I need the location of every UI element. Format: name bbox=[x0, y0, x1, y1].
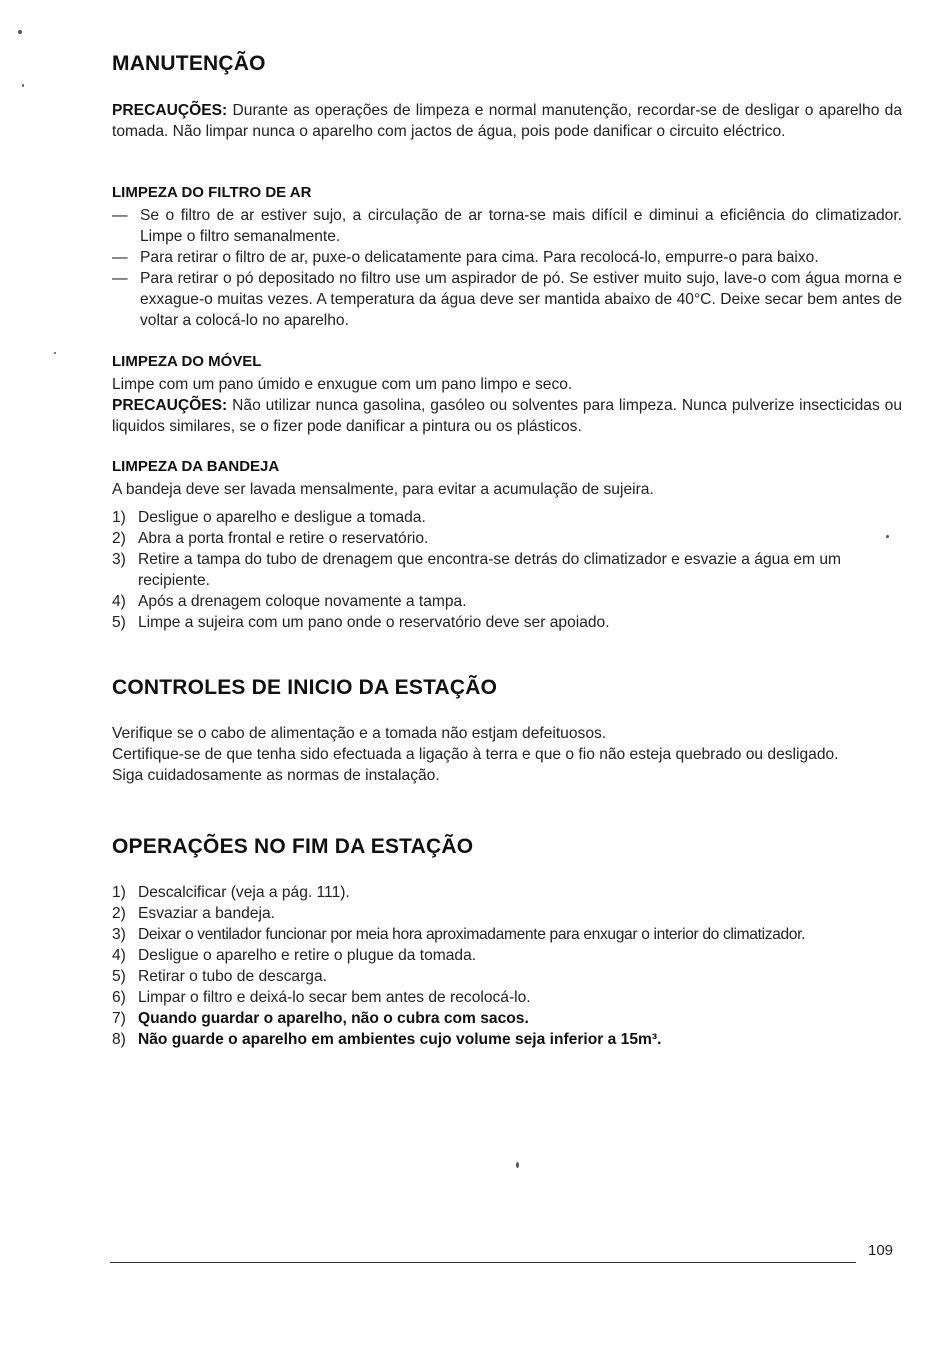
step-text: Abra a porta frontal e retire o reservatório. bbox=[138, 530, 429, 547]
step-number: 7) bbox=[112, 1010, 126, 1027]
list-item bbox=[112, 507, 902, 528]
precaucoes-paragraph bbox=[112, 100, 902, 142]
movel-precaucoes-paragraph bbox=[112, 395, 902, 437]
list-item bbox=[112, 882, 902, 903]
step-number: 2) bbox=[112, 530, 126, 547]
step-number: 4) bbox=[112, 593, 126, 610]
scan-speck bbox=[54, 352, 56, 354]
dash-marker: — bbox=[112, 249, 128, 266]
step-number: 4) bbox=[112, 947, 126, 964]
list-item bbox=[112, 903, 902, 924]
step-text: Limpe a sujeira com um pano onde o reservatório deve ser apoiado. bbox=[138, 614, 610, 631]
section-title-manutencao: MANUTENÇÃO bbox=[112, 52, 266, 75]
list-item bbox=[112, 591, 902, 612]
list-item-text: Para retirar o filtro de ar, puxe-o delicatamente para cima. Para recolocá-lo, empurre-o para baixo. bbox=[140, 249, 819, 266]
step-text: Retirar o tubo de descarga. bbox=[138, 968, 327, 985]
step-number: 3) bbox=[112, 551, 126, 568]
step-number: 1) bbox=[112, 509, 126, 526]
step-text: Deixar o ventilador funcionar por meia hora aproximadamente para enxugar o interior do climatizador. bbox=[138, 926, 806, 943]
step-text: Após a drenagem coloque novamente a tampa. bbox=[138, 593, 467, 610]
controles-paragraph-2: Certifique-se de que tenha sido efectuada a ligação à terra e que o fio não esteja quebrado ou desligado. bbox=[112, 746, 839, 763]
subsection-title-filtro: LIMPEZA DO FILTRO DE AR bbox=[112, 184, 312, 201]
controles-paragraph-1: Verifique se o cabo de alimentação e a tomada não estjam defeituosos. bbox=[112, 725, 607, 742]
step-text: Retire a tampa do tubo de drenagem que encontra-se detrás do climatizador e esvazie a água em um recipiente. bbox=[138, 551, 841, 589]
step-number: 8) bbox=[112, 1031, 126, 1048]
footer-rule bbox=[110, 1262, 856, 1263]
step-text: Quando guardar o aparelho, não o cubra com sacos. bbox=[138, 1010, 529, 1027]
list-item-text: Se o filtro de ar estiver sujo, a circulação de ar torna-se mais difícil e diminui a eficiência do climatizador. Limpe o filtro semanalmente. bbox=[140, 207, 902, 245]
filtro-list bbox=[112, 205, 902, 331]
list-item bbox=[112, 945, 902, 966]
controles-paragraph-3: Siga cuidadosamente as normas de instalação. bbox=[112, 767, 440, 784]
bandeja-steps bbox=[112, 507, 902, 633]
list-item bbox=[112, 549, 902, 591]
step-text: Limpar o filtro e deixá-lo secar bem antes de recolocá-lo. bbox=[138, 989, 531, 1006]
movel-text: Limpe com um pano úmido e enxugue com um pano limpo e seco. bbox=[112, 376, 573, 393]
list-item bbox=[112, 268, 902, 331]
section-title-operacoes: OPERAÇÕES NO FIM DA ESTAÇÃO bbox=[112, 835, 474, 858]
step-number: 5) bbox=[112, 968, 126, 985]
step-text: Desligue o aparelho e desligue a tomada. bbox=[138, 509, 426, 526]
list-item bbox=[112, 612, 902, 633]
step-text: Descalcificar (veja a pág. 111). bbox=[138, 884, 350, 901]
list-item-text: Para retirar o pó depositado no filtro use um aspirador de pó. Se estiver muito sujo, lave-o com água morna e exxague-o muitas vezes. A temperatura da água deve ser mantida abaixo de 40°C. Deixe secar bem antes de voltar a colocá-lo no aparelho. bbox=[140, 270, 902, 329]
step-number: 6) bbox=[112, 989, 126, 1006]
precaucoes-label: PRECAUÇÕES: bbox=[112, 102, 228, 119]
list-item bbox=[112, 1029, 902, 1050]
list-item bbox=[112, 966, 902, 987]
list-item bbox=[112, 247, 902, 268]
page-number: 109 bbox=[868, 1242, 894, 1259]
bandeja-intro: A bandeja deve ser lavada mensalmente, para evitar a acumulação de sujeira. bbox=[112, 481, 654, 498]
scan-speck bbox=[22, 84, 24, 87]
scan-speck bbox=[516, 1162, 519, 1168]
list-item bbox=[112, 528, 902, 549]
list-item bbox=[112, 205, 902, 247]
precaucoes-text: Durante as operações de limpeza e normal manutenção, recordar-se de desligar o aparelho da tomada. Não limpar nunca o aparelho com jactos de água, pois pode danificar o circuito eléctrico. bbox=[112, 102, 902, 140]
step-number: 1) bbox=[112, 884, 126, 901]
list-item bbox=[112, 924, 902, 945]
step-text: Não guarde o aparelho em ambientes cujo volume seja inferior a 15m³. bbox=[138, 1031, 662, 1048]
step-number: 2) bbox=[112, 905, 126, 922]
scan-speck bbox=[18, 30, 22, 34]
subsection-title-movel: LIMPEZA DO MÓVEL bbox=[112, 353, 262, 370]
subsection-title-bandeja: LIMPEZA DA BANDEJA bbox=[112, 458, 280, 475]
step-text: Esvaziar a bandeja. bbox=[138, 905, 275, 922]
section-title-controles: CONTROLES DE INICIO DA ESTAÇÃO bbox=[112, 676, 498, 699]
list-item bbox=[112, 987, 902, 1008]
precaucoes-text: Não utilizar nunca gasolina, gasóleo ou solventes para limpeza. Nunca pulverize insecticidas ou liquidos similares, se o fizer pode danificar a pintura ou os plásticos. bbox=[112, 397, 902, 435]
precaucoes-label: PRECAUÇÕES: bbox=[112, 397, 228, 414]
step-number: 3) bbox=[112, 926, 126, 943]
dash-marker: — bbox=[112, 270, 128, 287]
dash-marker: — bbox=[112, 207, 128, 224]
list-item bbox=[112, 1008, 902, 1029]
operacoes-steps bbox=[112, 882, 902, 1050]
step-number: 5) bbox=[112, 614, 126, 631]
step-text: Desligue o aparelho e retire o plugue da tomada. bbox=[138, 947, 477, 964]
